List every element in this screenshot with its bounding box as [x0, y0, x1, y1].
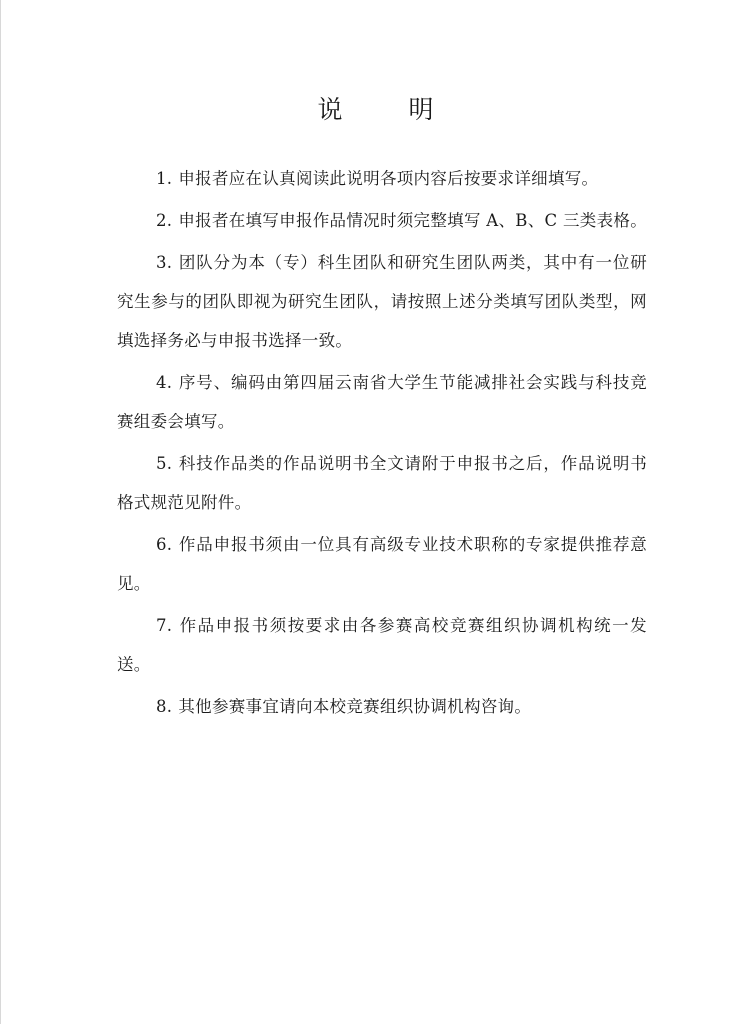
item-number: 7. [156, 616, 173, 635]
item-number: 3. [156, 253, 173, 272]
instruction-item-4 [117, 363, 647, 441]
item-text: 作品申报书须按要求由各参赛高校竞赛组织协调机构统一发送。 [117, 616, 647, 674]
page-title: 说明 [317, 95, 500, 124]
instruction-item-2 [117, 201, 647, 240]
instruction-item-8 [117, 687, 647, 726]
item-text: 其他参赛事宜请向本校竞赛组织协调机构咨询。 [178, 697, 532, 716]
item-number: 8. [156, 697, 173, 716]
item-text: 团队分为本（专）科生团队和研究生团队两类，其中有一位研究生参与的团队即视为研究生团队，请按照上述分类填写团队类型，网填选择务必与申报书选择一致。 [117, 253, 647, 350]
item-text: 申报者应在认真阅读此说明各项内容后按要求详细填写。 [178, 169, 599, 188]
instruction-item-1 [117, 159, 647, 198]
item-text: 作品申报书须由一位具有高级专业技术职称的专家提供推荐意见。 [117, 535, 647, 593]
instruction-item-7 [117, 606, 647, 684]
item-text: 序号、编码由第四届云南省大学生节能减排社会实践与科技竞赛组委会填写。 [117, 373, 647, 431]
item-number: 2. [156, 211, 173, 230]
item-text: 科技作品类的作品说明书全文请附于申报书之后，作品说明书格式规范见附件。 [117, 454, 647, 512]
instruction-list [117, 159, 647, 729]
item-text: 申报者在填写申报作品情况时须完整填写 A、B、C 三类表格。 [178, 211, 647, 230]
item-number: 1. [156, 169, 173, 188]
instruction-item-5 [117, 444, 647, 522]
instruction-item-3 [117, 243, 647, 360]
item-number: 6. [156, 535, 173, 554]
item-number: 4. [156, 373, 173, 392]
item-number: 5. [156, 454, 173, 473]
instruction-item-6 [117, 525, 647, 603]
